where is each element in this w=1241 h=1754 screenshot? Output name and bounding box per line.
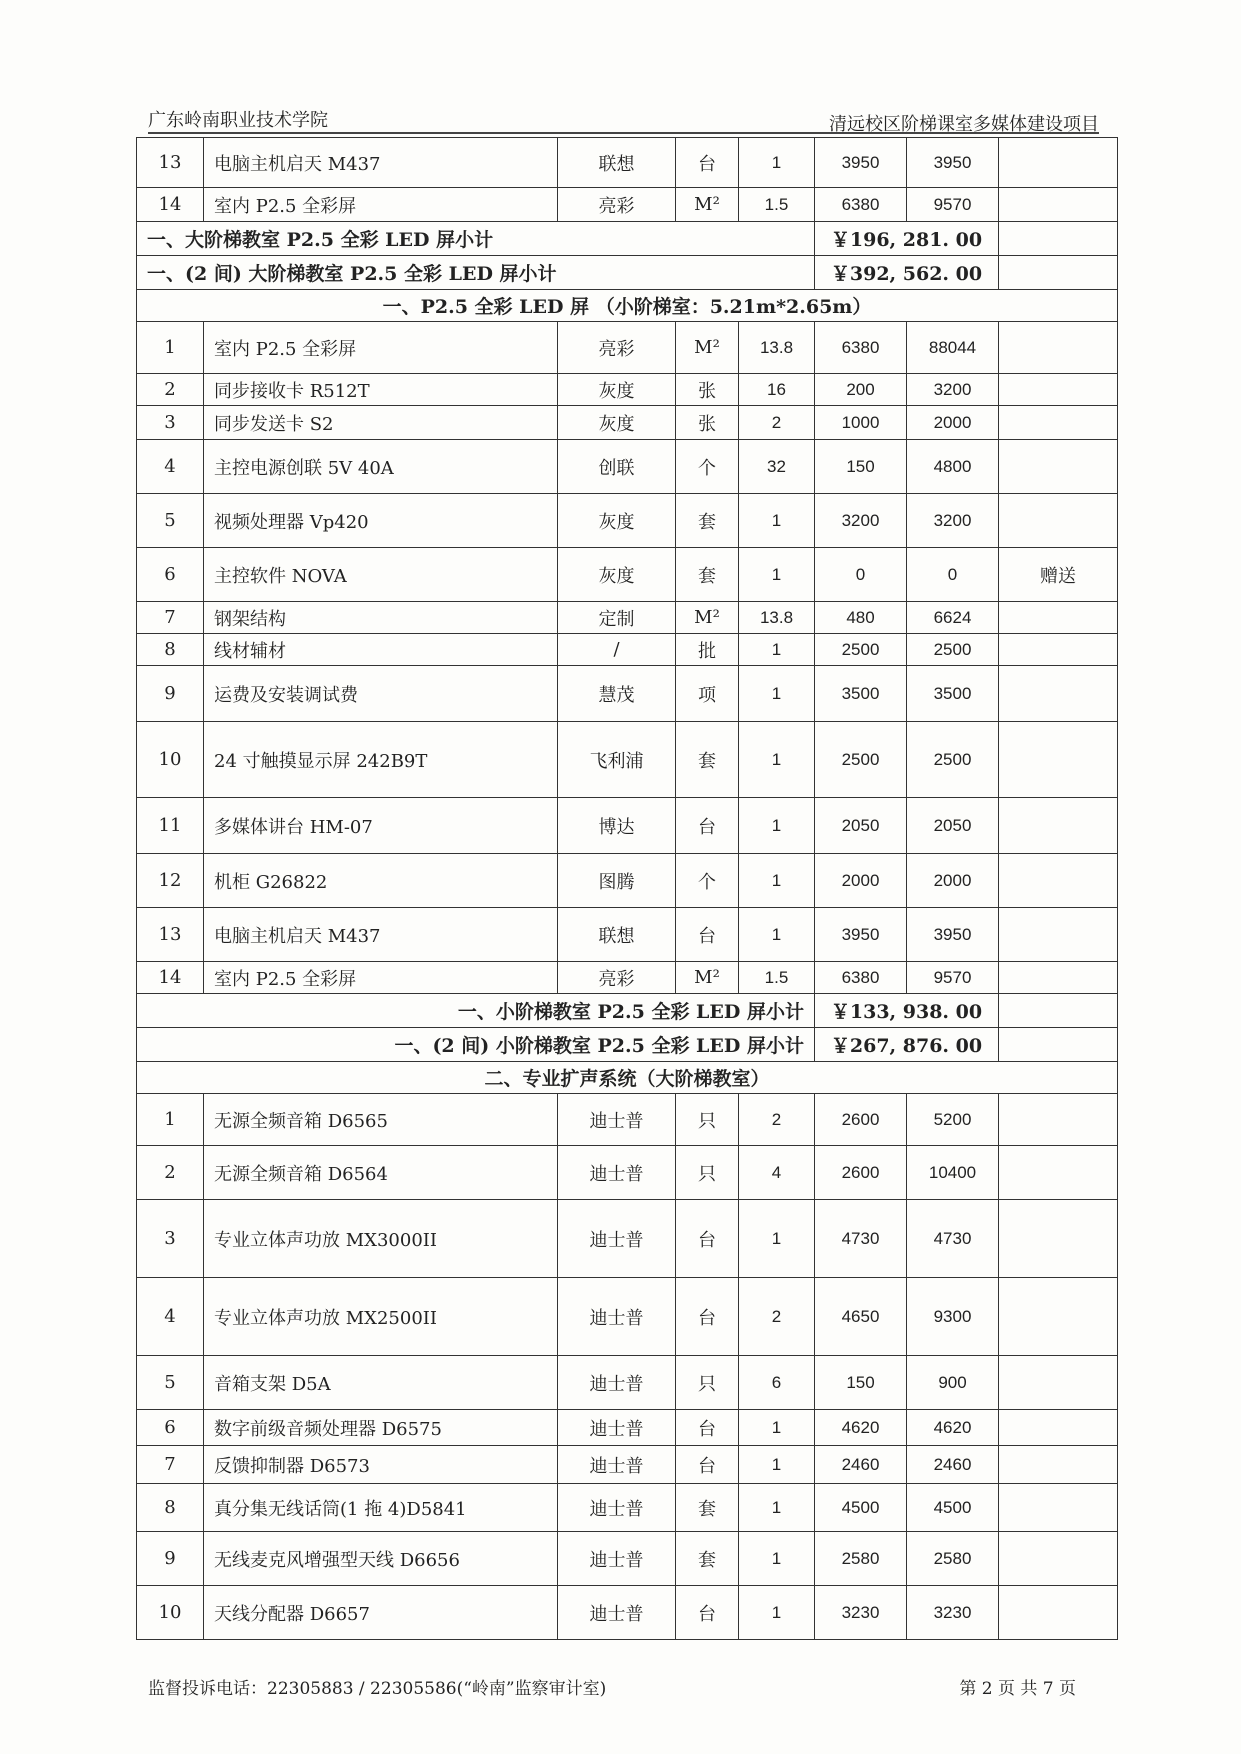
item-quantity: 4 — [739, 1146, 815, 1200]
item-name: 电脑主机启天 M437 — [204, 138, 558, 188]
item-name: 天线分配器 D6657 — [204, 1586, 558, 1640]
item-row — [137, 440, 1118, 494]
section-heading: 二、专业扩声系统（大阶梯教室） — [137, 1062, 1118, 1094]
item-note — [999, 440, 1118, 494]
item-unit-price: 2500 — [815, 634, 907, 666]
item-note — [999, 1200, 1118, 1278]
item-number: 6 — [137, 548, 204, 602]
item-note — [999, 1356, 1118, 1410]
item-number: 13 — [137, 138, 204, 188]
project-name: 清远校区阶梯课室多媒体建设项目 — [829, 114, 1099, 135]
item-name: 24 寸触摸显示屏 242B9T — [204, 722, 558, 798]
item-unit: 只 — [676, 1356, 739, 1410]
item-total: 4730 — [907, 1200, 999, 1278]
item-unit-price: 2580 — [815, 1532, 907, 1586]
item-quantity: 13.8 — [739, 322, 815, 374]
item-quantity: 1 — [739, 666, 815, 722]
subtotal-blank — [999, 1028, 1118, 1062]
item-unit-price: 4730 — [815, 1200, 907, 1278]
item-unit-price: 480 — [815, 602, 907, 634]
item-name: 室内 P2.5 全彩屏 — [204, 322, 558, 374]
subtotal-row — [137, 1028, 1118, 1062]
item-name: 运费及安装调试费 — [204, 666, 558, 722]
item-name: 专业立体声功放 MX3000II — [204, 1200, 558, 1278]
item-row — [137, 854, 1118, 908]
item-note — [999, 188, 1118, 222]
item-quantity: 2 — [739, 406, 815, 440]
item-unit-price: 200 — [815, 374, 907, 406]
item-note — [999, 1146, 1118, 1200]
school-name: 广东岭南职业技术学院 — [148, 110, 328, 131]
item-unit-price: 3500 — [815, 666, 907, 722]
subtotal-row — [137, 222, 1118, 256]
item-quantity: 6 — [739, 1356, 815, 1410]
item-quantity: 16 — [739, 374, 815, 406]
item-quantity: 32 — [739, 440, 815, 494]
item-brand: 飞利浦 — [558, 722, 676, 798]
item-note — [999, 1446, 1118, 1484]
item-row — [137, 322, 1118, 374]
item-brand: 迪士普 — [558, 1146, 676, 1200]
item-note — [999, 854, 1118, 908]
item-unit: 套 — [676, 494, 739, 548]
item-brand: 定制 — [558, 602, 676, 634]
item-number: 14 — [137, 188, 204, 222]
item-name: 机柜 G26822 — [204, 854, 558, 908]
item-unit-price: 2600 — [815, 1094, 907, 1146]
item-note — [999, 1094, 1118, 1146]
item-row — [137, 722, 1118, 798]
item-name: 无源全频音箱 D6565 — [204, 1094, 558, 1146]
item-unit-price: 150 — [815, 1356, 907, 1410]
item-row — [137, 908, 1118, 962]
item-row — [137, 406, 1118, 440]
item-note — [999, 634, 1118, 666]
item-unit: 台 — [676, 138, 739, 188]
item-quantity: 13.8 — [739, 602, 815, 634]
item-note — [999, 1278, 1118, 1356]
item-row — [137, 798, 1118, 854]
item-unit-price: 4650 — [815, 1278, 907, 1356]
item-quantity: 1 — [739, 1532, 815, 1586]
item-row — [137, 1586, 1118, 1640]
item-total: 2500 — [907, 722, 999, 798]
item-unit-price: 2600 — [815, 1146, 907, 1200]
item-name: 真分集无线话筒(1 拖 4)D5841 — [204, 1484, 558, 1532]
item-brand: 灰度 — [558, 494, 676, 548]
item-row — [137, 374, 1118, 406]
item-unit-price: 2460 — [815, 1446, 907, 1484]
item-total: 3230 — [907, 1586, 999, 1640]
item-brand: 亮彩 — [558, 188, 676, 222]
item-brand: 迪士普 — [558, 1410, 676, 1446]
item-row — [137, 1200, 1118, 1278]
item-quantity: 1 — [739, 494, 815, 548]
item-row — [137, 666, 1118, 722]
item-unit: M² — [676, 962, 739, 994]
item-unit: 台 — [676, 908, 739, 962]
item-row — [137, 548, 1118, 602]
item-quantity: 1 — [739, 908, 815, 962]
item-name: 数字前级音频处理器 D6575 — [204, 1410, 558, 1446]
item-unit: M² — [676, 188, 739, 222]
subtotal-label: 一、小阶梯教室 P2.5 全彩 LED 屏小计 — [137, 994, 815, 1028]
item-name: 电脑主机启天 M437 — [204, 908, 558, 962]
item-unit: M² — [676, 602, 739, 634]
item-name: 线材辅材 — [204, 634, 558, 666]
item-total: 3200 — [907, 494, 999, 548]
item-unit: 套 — [676, 548, 739, 602]
item-unit-price: 3230 — [815, 1586, 907, 1640]
item-name: 无线麦克风增强型天线 D6656 — [204, 1532, 558, 1586]
item-unit-price: 3950 — [815, 908, 907, 962]
page-number: 第 2 页 共 7 页 — [959, 1679, 1076, 1699]
item-total: 2500 — [907, 634, 999, 666]
item-brand: 灰度 — [558, 374, 676, 406]
subtotal-blank — [999, 994, 1118, 1028]
item-brand: 迪士普 — [558, 1356, 676, 1410]
item-number: 1 — [137, 1094, 204, 1146]
item-number: 4 — [137, 1278, 204, 1356]
item-brand: 亮彩 — [558, 962, 676, 994]
item-note — [999, 666, 1118, 722]
item-total: 5200 — [907, 1094, 999, 1146]
item-quantity: 1 — [739, 798, 815, 854]
item-brand: 迪士普 — [558, 1278, 676, 1356]
item-quantity: 1 — [739, 1200, 815, 1278]
subtotal-row — [137, 256, 1118, 290]
item-quantity: 1 — [739, 138, 815, 188]
item-row — [137, 188, 1118, 222]
item-unit: 批 — [676, 634, 739, 666]
subtotal-label: 一、大阶梯教室 P2.5 全彩 LED 屏小计 — [137, 222, 815, 256]
subtotal-amount: ￥133, 938. 00 — [815, 994, 999, 1028]
item-total: 2580 — [907, 1532, 999, 1586]
item-number: 7 — [137, 602, 204, 634]
item-row — [137, 1146, 1118, 1200]
item-quantity: 1.5 — [739, 962, 815, 994]
item-total: 2460 — [907, 1446, 999, 1484]
item-total: 88044 — [907, 322, 999, 374]
item-row — [137, 634, 1118, 666]
item-brand: 灰度 — [558, 406, 676, 440]
item-row — [137, 1094, 1118, 1146]
item-note — [999, 602, 1118, 634]
item-note — [999, 798, 1118, 854]
item-unit-price: 6380 — [815, 962, 907, 994]
quotation-table-body — [137, 138, 1118, 1640]
item-unit: 只 — [676, 1094, 739, 1146]
item-note — [999, 1532, 1118, 1586]
item-total: 900 — [907, 1356, 999, 1410]
section-heading-row — [137, 290, 1118, 322]
item-row — [137, 1410, 1118, 1446]
item-unit: 个 — [676, 440, 739, 494]
subtotal-row — [137, 994, 1118, 1028]
item-name: 主控电源创联 5V 40A — [204, 440, 558, 494]
item-number: 1 — [137, 322, 204, 374]
item-total: 3950 — [907, 138, 999, 188]
item-total: 9570 — [907, 962, 999, 994]
item-unit-price: 2000 — [815, 854, 907, 908]
item-number: 12 — [137, 854, 204, 908]
item-brand: / — [558, 634, 676, 666]
item-number: 3 — [137, 1200, 204, 1278]
item-quantity: 1 — [739, 1446, 815, 1484]
item-unit-price: 3200 — [815, 494, 907, 548]
item-total: 9300 — [907, 1278, 999, 1356]
item-brand: 联想 — [558, 138, 676, 188]
subtotal-amount: ￥392, 562. 00 — [815, 256, 999, 290]
item-brand: 迪士普 — [558, 1586, 676, 1640]
item-unit: 台 — [676, 1200, 739, 1278]
item-name: 钢架结构 — [204, 602, 558, 634]
item-unit-price: 2500 — [815, 722, 907, 798]
item-total: 4500 — [907, 1484, 999, 1532]
item-note — [999, 1410, 1118, 1446]
item-quantity: 1 — [739, 1410, 815, 1446]
subtotal-amount: ￥196, 281. 00 — [815, 222, 999, 256]
item-row — [137, 138, 1118, 188]
item-note — [999, 1586, 1118, 1640]
item-name: 音箱支架 D5A — [204, 1356, 558, 1410]
item-brand: 迪士普 — [558, 1446, 676, 1484]
item-total: 6624 — [907, 602, 999, 634]
item-brand: 迪士普 — [558, 1200, 676, 1278]
item-row — [137, 1532, 1118, 1586]
subtotal-label: 一、(2 间) 小阶梯教室 P2.5 全彩 LED 屏小计 — [137, 1028, 815, 1062]
item-name: 室内 P2.5 全彩屏 — [204, 188, 558, 222]
item-note: 赠送 — [999, 548, 1118, 602]
item-unit: 项 — [676, 666, 739, 722]
item-brand: 图腾 — [558, 854, 676, 908]
section-heading: 一、P2.5 全彩 LED 屏 （小阶梯室：5.21m*2.65m） — [137, 290, 1118, 322]
item-number: 10 — [137, 722, 204, 798]
subtotal-blank — [999, 222, 1118, 256]
item-note — [999, 962, 1118, 994]
item-row — [137, 602, 1118, 634]
item-brand: 灰度 — [558, 548, 676, 602]
item-unit-price: 6380 — [815, 188, 907, 222]
item-number: 5 — [137, 494, 204, 548]
item-quantity: 1.5 — [739, 188, 815, 222]
item-total: 3950 — [907, 908, 999, 962]
item-number: 5 — [137, 1356, 204, 1410]
item-unit: 套 — [676, 1532, 739, 1586]
item-note — [999, 374, 1118, 406]
item-brand: 迪士普 — [558, 1094, 676, 1146]
subtotal-blank — [999, 256, 1118, 290]
item-number: 2 — [137, 1146, 204, 1200]
item-unit: 台 — [676, 1410, 739, 1446]
item-quantity: 1 — [739, 634, 815, 666]
quotation-table — [136, 137, 1118, 1640]
item-total: 3200 — [907, 374, 999, 406]
item-name: 多媒体讲台 HM-07 — [204, 798, 558, 854]
complaint-hotline: 监督投诉电话：22305883 / 22305586(“岭南”监察审计室) — [148, 1679, 607, 1699]
item-unit: 只 — [676, 1146, 739, 1200]
item-total: 9570 — [907, 188, 999, 222]
item-row — [137, 1278, 1118, 1356]
item-unit: 台 — [676, 1586, 739, 1640]
item-row — [137, 1484, 1118, 1532]
subtotal-label: 一、(2 间) 大阶梯教室 P2.5 全彩 LED 屏小计 — [137, 256, 815, 290]
item-quantity: 1 — [739, 1484, 815, 1532]
item-number: 7 — [137, 1446, 204, 1484]
item-brand: 联想 — [558, 908, 676, 962]
item-note — [999, 1484, 1118, 1532]
item-note — [999, 722, 1118, 798]
item-unit: 套 — [676, 722, 739, 798]
item-number: 4 — [137, 440, 204, 494]
item-unit: 张 — [676, 374, 739, 406]
item-brand: 亮彩 — [558, 322, 676, 374]
item-unit: M² — [676, 322, 739, 374]
item-unit: 个 — [676, 854, 739, 908]
item-name: 主控软件 NOVA — [204, 548, 558, 602]
item-total: 2050 — [907, 798, 999, 854]
item-total: 2000 — [907, 854, 999, 908]
item-name: 同步接收卡 R512T — [204, 374, 558, 406]
item-number: 11 — [137, 798, 204, 854]
item-row — [137, 962, 1118, 994]
item-unit-price: 6380 — [815, 322, 907, 374]
item-unit-price: 4500 — [815, 1484, 907, 1532]
item-total: 4800 — [907, 440, 999, 494]
item-total: 4620 — [907, 1410, 999, 1446]
item-total: 2000 — [907, 406, 999, 440]
item-quantity: 1 — [739, 722, 815, 798]
item-total: 0 — [907, 548, 999, 602]
item-unit-price: 4620 — [815, 1410, 907, 1446]
item-unit: 台 — [676, 798, 739, 854]
item-total: 3500 — [907, 666, 999, 722]
item-row — [137, 1356, 1118, 1410]
item-number: 9 — [137, 1532, 204, 1586]
item-unit-price: 1000 — [815, 406, 907, 440]
section-heading-row — [137, 1062, 1118, 1094]
page-header — [148, 104, 1099, 134]
item-note — [999, 494, 1118, 548]
item-brand: 迪士普 — [558, 1484, 676, 1532]
item-note — [999, 908, 1118, 962]
subtotal-amount: ￥267, 876. 00 — [815, 1028, 999, 1062]
item-name: 同步发送卡 S2 — [204, 406, 558, 440]
item-number: 8 — [137, 1484, 204, 1532]
item-number: 10 — [137, 1586, 204, 1640]
item-note — [999, 322, 1118, 374]
item-unit: 台 — [676, 1278, 739, 1356]
item-name: 专业立体声功放 MX2500II — [204, 1278, 558, 1356]
item-name: 反馈抑制器 D6573 — [204, 1446, 558, 1484]
item-brand: 博达 — [558, 798, 676, 854]
item-brand: 迪士普 — [558, 1532, 676, 1586]
item-number: 8 — [137, 634, 204, 666]
item-quantity: 1 — [739, 1586, 815, 1640]
item-name: 视频处理器 Vp420 — [204, 494, 558, 548]
item-note — [999, 138, 1118, 188]
item-name: 无源全频音箱 D6564 — [204, 1146, 558, 1200]
item-row — [137, 1446, 1118, 1484]
item-brand: 创联 — [558, 440, 676, 494]
item-unit: 台 — [676, 1446, 739, 1484]
item-unit-price: 2050 — [815, 798, 907, 854]
item-unit: 套 — [676, 1484, 739, 1532]
item-unit: 张 — [676, 406, 739, 440]
item-name: 室内 P2.5 全彩屏 — [204, 962, 558, 994]
item-unit-price: 3950 — [815, 138, 907, 188]
item-number: 9 — [137, 666, 204, 722]
item-total: 10400 — [907, 1146, 999, 1200]
item-number: 2 — [137, 374, 204, 406]
item-quantity: 1 — [739, 854, 815, 908]
item-quantity: 1 — [739, 548, 815, 602]
item-unit-price: 0 — [815, 548, 907, 602]
item-note — [999, 406, 1118, 440]
item-row — [137, 494, 1118, 548]
item-number: 3 — [137, 406, 204, 440]
item-number: 13 — [137, 908, 204, 962]
item-unit-price: 150 — [815, 440, 907, 494]
item-brand: 慧茂 — [558, 666, 676, 722]
item-number: 6 — [137, 1410, 204, 1446]
item-quantity: 2 — [739, 1094, 815, 1146]
item-number: 14 — [137, 962, 204, 994]
item-quantity: 2 — [739, 1278, 815, 1356]
